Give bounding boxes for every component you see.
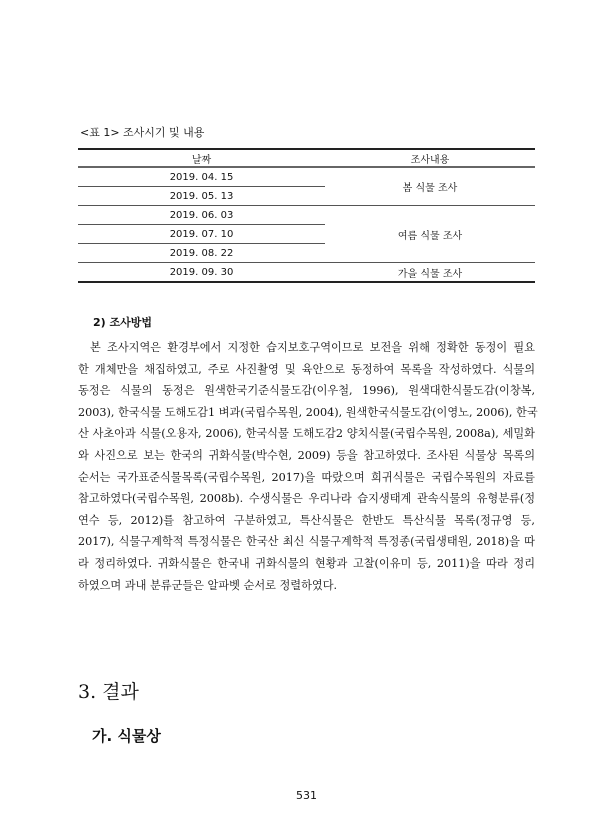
subsection-heading: 가. 식물상 xyxy=(92,727,161,745)
date-cell: 2019. 07. 10 xyxy=(78,225,325,244)
table-row xyxy=(78,206,535,225)
survey-schedule-table xyxy=(78,148,535,283)
date-cell: 2019. 09. 30 xyxy=(169,266,234,278)
page-number: 531 xyxy=(296,789,317,802)
paragraph-line: 산 사초아과 식물(오용자, 2006), 한국식물 도해도감2 양치식물(국립수목원, 2008a), 세밀화 xyxy=(78,427,535,441)
section-heading: 3. 결과 xyxy=(78,681,139,703)
content-cell: 봄 식물 조사 xyxy=(325,167,535,206)
table-caption: <표 1> 조사시기 및 내용 xyxy=(80,126,205,139)
paragraph-line: 한 개체만을 채집하였고, 주로 사진촬영 및 육안으로 동정하여 목록을 작성하였다. 식물의 xyxy=(78,362,535,376)
table-row xyxy=(78,167,535,187)
date-cell: 2019. 08. 22 xyxy=(169,247,234,259)
content-cell: 가을 식물 조사 xyxy=(397,268,463,280)
header-content: 조사내용 xyxy=(410,154,450,166)
paragraph-line: 2017), 식물구계학적 특정식물은 한국산 최신 식물구계학적 특정종(국립생태원, 2018)을 따 xyxy=(78,535,535,549)
paragraph-line: 순서는 국가표준식물목록(국립수목원, 2017)을 따랐으며 희귀식물은 국립수목원의 자료를 xyxy=(78,470,535,484)
date-cell: 2019. 05. 13 xyxy=(169,190,234,202)
method-paragraph xyxy=(78,337,538,596)
method-heading: 2) 조사방법 xyxy=(93,316,153,329)
paragraph-line: 본 조사지역은 환경부에서 지정한 습지보호구역이므로 보전을 위해 정확한 동정이 필요 xyxy=(90,341,535,354)
content-cell: 여름 식물 조사 xyxy=(325,206,535,263)
date-cell: 2019. 04. 15 xyxy=(78,167,325,187)
paragraph-line: 하였으며 과내 분류군들은 알파벳 순서로 정렬하였다. xyxy=(78,578,338,592)
header-date: 날짜 xyxy=(191,154,212,166)
table-row xyxy=(78,263,535,283)
paragraph-line: 라 정리하였다. 귀화식물은 한국내 귀화식물의 현황과 고찰(이유미 등, 2011)을 따라 정리 xyxy=(78,556,535,570)
paragraph-line: 와 사진으로 보는 한국의 귀화식물(박수현, 2009) 등을 참고하였다. 조사된 식물상 목록의 xyxy=(78,448,535,462)
paragraph-line: 동정은 식물의 동정은 원색한국기준식물도감(이우철, 1996), 원색대한식물도감(이창복, xyxy=(78,384,535,398)
paragraph-line: 연수 등, 2012)를 참고하여 구분하였고, 특산식물은 한반도 특산식물 목록(정규영 등, xyxy=(78,513,535,527)
paragraph-line: 2003), 한국식물 도해도감1 벼과(국립수목원, 2004), 원색한국식물도감(이영노, 2006), 한국 xyxy=(78,405,538,419)
date-cell: 2019. 06. 03 xyxy=(78,206,325,225)
paragraph-line: 참고하였다(국립수목원, 2008b). 수생식물은 우리나라 습지생태계 관속식물의 유형분류(정 xyxy=(78,492,535,506)
table-header-row xyxy=(78,149,535,167)
